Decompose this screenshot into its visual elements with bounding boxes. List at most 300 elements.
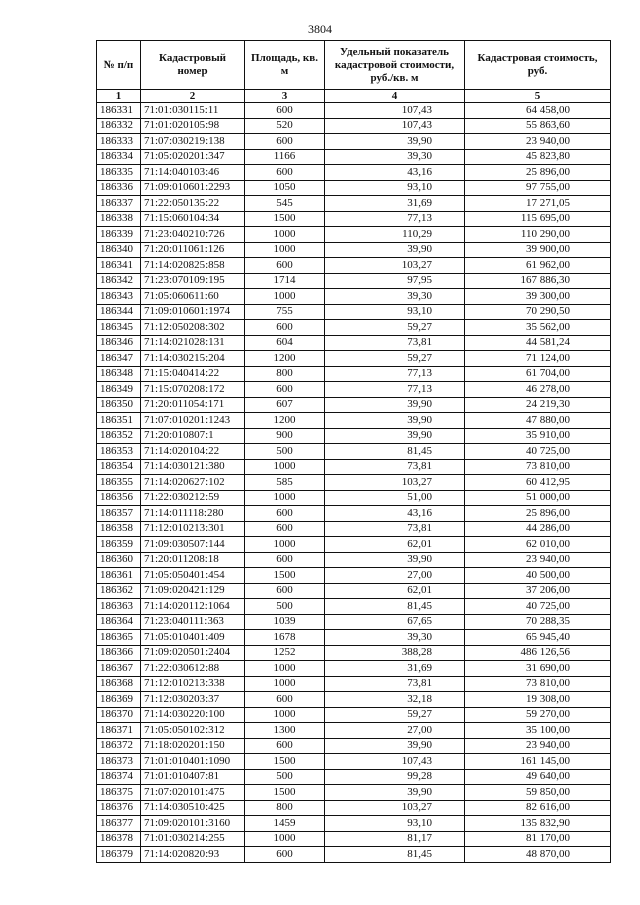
table-row xyxy=(97,258,611,274)
rate-value: 107,43 xyxy=(325,103,465,119)
cadastral-number: 71:22:030212:59 xyxy=(141,490,245,506)
area-value: 607 xyxy=(245,397,325,413)
table-row xyxy=(97,785,611,801)
row-index: 186377 xyxy=(97,816,141,832)
rate-value: 39,30 xyxy=(325,630,465,646)
row-index: 186372 xyxy=(97,738,141,754)
cost-value: 39 300,00 xyxy=(465,289,611,305)
page-number: 3804 xyxy=(308,22,332,36)
table-row xyxy=(97,320,611,336)
area-value: 1500 xyxy=(245,568,325,584)
row-index: 186376 xyxy=(97,800,141,816)
area-value: 1200 xyxy=(245,413,325,429)
row-index: 186336 xyxy=(97,180,141,196)
table-row xyxy=(97,304,611,320)
cadastral-table xyxy=(96,40,611,863)
row-index: 186346 xyxy=(97,335,141,351)
row-index: 186350 xyxy=(97,397,141,413)
rate-value: 43,16 xyxy=(325,165,465,181)
cadastral-number: 71:22:050135:22 xyxy=(141,196,245,212)
cost-value: 31 690,00 xyxy=(465,661,611,677)
rate-value: 81,45 xyxy=(325,599,465,615)
row-index: 186357 xyxy=(97,506,141,522)
area-value: 1500 xyxy=(245,785,325,801)
cadastral-number: 71:01:030214:255 xyxy=(141,831,245,847)
column-number-row xyxy=(97,90,611,103)
cost-value: 40 725,00 xyxy=(465,599,611,615)
rate-value: 77,13 xyxy=(325,366,465,382)
cadastral-number: 71:23:040210:726 xyxy=(141,227,245,243)
rate-value: 31,69 xyxy=(325,196,465,212)
cadastral-number: 71:14:020825:858 xyxy=(141,258,245,274)
table-body xyxy=(97,103,611,863)
rate-value: 39,90 xyxy=(325,397,465,413)
cost-value: 81 170,00 xyxy=(465,831,611,847)
area-value: 1039 xyxy=(245,614,325,630)
rate-value: 77,13 xyxy=(325,211,465,227)
row-index: 186379 xyxy=(97,847,141,863)
area-value: 800 xyxy=(245,366,325,382)
row-index: 186331 xyxy=(97,103,141,119)
cost-value: 64 458,00 xyxy=(465,103,611,119)
table-row xyxy=(97,149,611,165)
cadastral-number: 71:20:011208:18 xyxy=(141,552,245,568)
table-row xyxy=(97,227,611,243)
table-row xyxy=(97,676,611,692)
area-value: 1000 xyxy=(245,227,325,243)
table-row xyxy=(97,475,611,491)
rate-value: 97,95 xyxy=(325,273,465,289)
rate-value: 39,30 xyxy=(325,289,465,305)
cadastral-number: 71:14:020112:1064 xyxy=(141,599,245,615)
area-value: 1200 xyxy=(245,351,325,367)
table-row xyxy=(97,242,611,258)
rate-value: 39,90 xyxy=(325,242,465,258)
rate-value: 43,16 xyxy=(325,506,465,522)
cadastral-number: 71:14:020820:93 xyxy=(141,847,245,863)
rate-value: 59,27 xyxy=(325,351,465,367)
rate-value: 62,01 xyxy=(325,583,465,599)
column-number: 5 xyxy=(465,90,611,103)
cost-value: 73 810,00 xyxy=(465,676,611,692)
rate-value: 93,10 xyxy=(325,180,465,196)
cost-value: 39 900,00 xyxy=(465,242,611,258)
cost-value: 45 823,80 xyxy=(465,149,611,165)
cost-value: 23 940,00 xyxy=(465,134,611,150)
area-value: 1000 xyxy=(245,490,325,506)
cost-value: 35 100,00 xyxy=(465,723,611,739)
cost-value: 82 616,00 xyxy=(465,800,611,816)
cost-value: 23 940,00 xyxy=(465,552,611,568)
table-row xyxy=(97,506,611,522)
table-row xyxy=(97,273,611,289)
table-row xyxy=(97,459,611,475)
area-value: 600 xyxy=(245,258,325,274)
row-index: 186343 xyxy=(97,289,141,305)
table-row xyxy=(97,692,611,708)
cadastral-number: 71:05:050102:312 xyxy=(141,723,245,739)
cost-value: 49 640,00 xyxy=(465,769,611,785)
rate-value: 59,27 xyxy=(325,707,465,723)
row-index: 186368 xyxy=(97,676,141,692)
rate-value: 93,10 xyxy=(325,304,465,320)
area-value: 500 xyxy=(245,444,325,460)
cadastral-number: 71:09:010601:2293 xyxy=(141,180,245,196)
table-row xyxy=(97,335,611,351)
area-value: 600 xyxy=(245,692,325,708)
table-row xyxy=(97,537,611,553)
table-row xyxy=(97,165,611,181)
area-value: 585 xyxy=(245,475,325,491)
cadastral-number: 71:07:030219:138 xyxy=(141,134,245,150)
table-row xyxy=(97,645,611,661)
area-value: 1714 xyxy=(245,273,325,289)
cadastral-number: 71:15:060104:34 xyxy=(141,211,245,227)
cadastral-number: 71:05:050401:454 xyxy=(141,568,245,584)
area-value: 1459 xyxy=(245,816,325,832)
area-value: 600 xyxy=(245,103,325,119)
rate-value: 67,65 xyxy=(325,614,465,630)
row-index: 186352 xyxy=(97,428,141,444)
rate-value: 110,29 xyxy=(325,227,465,243)
cadastral-number: 71:20:010807:1 xyxy=(141,428,245,444)
table-row xyxy=(97,800,611,816)
row-index: 186369 xyxy=(97,692,141,708)
column-number: 1 xyxy=(97,90,141,103)
area-value: 1000 xyxy=(245,537,325,553)
table-row xyxy=(97,490,611,506)
cost-value: 65 945,40 xyxy=(465,630,611,646)
rate-value: 81,45 xyxy=(325,444,465,460)
table-row xyxy=(97,831,611,847)
table-row xyxy=(97,428,611,444)
cost-value: 35 562,00 xyxy=(465,320,611,336)
row-index: 186378 xyxy=(97,831,141,847)
rate-value: 73,81 xyxy=(325,676,465,692)
table-row xyxy=(97,769,611,785)
area-value: 1300 xyxy=(245,723,325,739)
row-index: 186362 xyxy=(97,583,141,599)
cadastral-number: 71:23:070109:195 xyxy=(141,273,245,289)
cost-value: 48 870,00 xyxy=(465,847,611,863)
row-index: 186345 xyxy=(97,320,141,336)
cost-value: 47 880,00 xyxy=(465,413,611,429)
row-index: 186373 xyxy=(97,754,141,770)
cadastral-number: 71:20:011061:126 xyxy=(141,242,245,258)
cost-value: 59 270,00 xyxy=(465,707,611,723)
rate-value: 39,90 xyxy=(325,134,465,150)
table-row xyxy=(97,816,611,832)
cadastral-number: 71:18:020201:150 xyxy=(141,738,245,754)
cost-value: 35 910,00 xyxy=(465,428,611,444)
rate-value: 81,45 xyxy=(325,847,465,863)
area-value: 1050 xyxy=(245,180,325,196)
column-number: 2 xyxy=(141,90,245,103)
table-row xyxy=(97,630,611,646)
row-index: 186367 xyxy=(97,661,141,677)
row-index: 186354 xyxy=(97,459,141,475)
cadastral-number: 71:12:050208:302 xyxy=(141,320,245,336)
area-value: 600 xyxy=(245,738,325,754)
row-index: 186338 xyxy=(97,211,141,227)
area-value: 604 xyxy=(245,335,325,351)
rate-value: 39,90 xyxy=(325,428,465,444)
rate-value: 59,27 xyxy=(325,320,465,336)
row-index: 186334 xyxy=(97,149,141,165)
table-row xyxy=(97,196,611,212)
cadastral-number: 71:14:040103:46 xyxy=(141,165,245,181)
rate-value: 27,00 xyxy=(325,568,465,584)
row-index: 186371 xyxy=(97,723,141,739)
cost-value: 486 126,56 xyxy=(465,645,611,661)
cadastral-number: 71:05:020201:347 xyxy=(141,149,245,165)
row-index: 186344 xyxy=(97,304,141,320)
cadastral-number: 71:14:020104:22 xyxy=(141,444,245,460)
row-index: 186365 xyxy=(97,630,141,646)
area-value: 1678 xyxy=(245,630,325,646)
cost-value: 25 896,00 xyxy=(465,165,611,181)
row-index: 186359 xyxy=(97,537,141,553)
rate-value: 103,27 xyxy=(325,800,465,816)
table-row xyxy=(97,382,611,398)
table-row xyxy=(97,180,611,196)
column-number: 3 xyxy=(245,90,325,103)
rate-value: 39,90 xyxy=(325,738,465,754)
cadastral-number: 71:01:010401:1090 xyxy=(141,754,245,770)
cost-value: 59 850,00 xyxy=(465,785,611,801)
cadastral-number: 71:12:030203:37 xyxy=(141,692,245,708)
cost-value: 161 145,00 xyxy=(465,754,611,770)
row-index: 186355 xyxy=(97,475,141,491)
cost-value: 46 278,00 xyxy=(465,382,611,398)
table-row xyxy=(97,118,611,134)
table-row xyxy=(97,552,611,568)
row-index: 186353 xyxy=(97,444,141,460)
cadastral-number: 71:14:020627:102 xyxy=(141,475,245,491)
area-value: 1252 xyxy=(245,645,325,661)
row-index: 186347 xyxy=(97,351,141,367)
area-value: 600 xyxy=(245,552,325,568)
row-index: 186349 xyxy=(97,382,141,398)
cost-value: 51 000,00 xyxy=(465,490,611,506)
row-index: 186366 xyxy=(97,645,141,661)
cadastral-number: 71:14:030220:100 xyxy=(141,707,245,723)
header-cost: Кадастровая стоимость, руб. xyxy=(465,41,611,90)
table-row xyxy=(97,413,611,429)
area-value: 600 xyxy=(245,506,325,522)
cadastral-number: 71:15:040414:22 xyxy=(141,366,245,382)
cost-value: 17 271,05 xyxy=(465,196,611,212)
rate-value: 99,28 xyxy=(325,769,465,785)
area-value: 1000 xyxy=(245,242,325,258)
area-value: 1000 xyxy=(245,676,325,692)
row-index: 186360 xyxy=(97,552,141,568)
cost-value: 62 010,00 xyxy=(465,537,611,553)
row-index: 186337 xyxy=(97,196,141,212)
cadastral-number: 71:09:030507:144 xyxy=(141,537,245,553)
table-row xyxy=(97,583,611,599)
area-value: 545 xyxy=(245,196,325,212)
table-row xyxy=(97,103,611,119)
cost-value: 60 412,95 xyxy=(465,475,611,491)
row-index: 186335 xyxy=(97,165,141,181)
row-index: 186363 xyxy=(97,599,141,615)
rate-value: 73,81 xyxy=(325,335,465,351)
cadastral-number: 71:22:030612:88 xyxy=(141,661,245,677)
table-row xyxy=(97,599,611,615)
row-index: 186374 xyxy=(97,769,141,785)
table-row xyxy=(97,397,611,413)
header-row xyxy=(97,41,611,90)
cost-value: 37 206,00 xyxy=(465,583,611,599)
cadastral-number: 71:09:020421:129 xyxy=(141,583,245,599)
rate-value: 27,00 xyxy=(325,723,465,739)
area-value: 600 xyxy=(245,165,325,181)
cadastral-number: 71:14:011118:280 xyxy=(141,506,245,522)
area-value: 1000 xyxy=(245,707,325,723)
rate-value: 107,43 xyxy=(325,118,465,134)
table-row xyxy=(97,614,611,630)
cost-value: 70 288,35 xyxy=(465,614,611,630)
cadastral-number: 71:14:021028:131 xyxy=(141,335,245,351)
row-index: 186341 xyxy=(97,258,141,274)
cadastral-number: 71:12:010213:338 xyxy=(141,676,245,692)
cadastral-number: 71:14:030215:204 xyxy=(141,351,245,367)
table-row xyxy=(97,847,611,863)
row-index: 186332 xyxy=(97,118,141,134)
rate-value: 77,13 xyxy=(325,382,465,398)
cost-value: 167 886,30 xyxy=(465,273,611,289)
rate-value: 39,90 xyxy=(325,552,465,568)
rate-value: 32,18 xyxy=(325,692,465,708)
area-value: 900 xyxy=(245,428,325,444)
cadastral-number: 71:15:070208:172 xyxy=(141,382,245,398)
rate-value: 103,27 xyxy=(325,475,465,491)
rate-value: 39,30 xyxy=(325,149,465,165)
row-index: 186370 xyxy=(97,707,141,723)
cadastral-number: 71:14:030510:425 xyxy=(141,800,245,816)
cost-value: 19 308,00 xyxy=(465,692,611,708)
cost-value: 55 863,60 xyxy=(465,118,611,134)
cost-value: 44 581,24 xyxy=(465,335,611,351)
rate-value: 73,81 xyxy=(325,459,465,475)
cadastral-number: 71:12:010213:301 xyxy=(141,521,245,537)
cost-value: 115 695,00 xyxy=(465,211,611,227)
cost-value: 135 832,90 xyxy=(465,816,611,832)
row-index: 186356 xyxy=(97,490,141,506)
column-number: 4 xyxy=(325,90,465,103)
cadastral-number: 71:23:040111:363 xyxy=(141,614,245,630)
area-value: 500 xyxy=(245,769,325,785)
rate-value: 93,10 xyxy=(325,816,465,832)
row-index: 186361 xyxy=(97,568,141,584)
area-value: 1000 xyxy=(245,831,325,847)
area-value: 600 xyxy=(245,134,325,150)
table-row xyxy=(97,754,611,770)
table-row xyxy=(97,366,611,382)
row-index: 186375 xyxy=(97,785,141,801)
table-row xyxy=(97,351,611,367)
row-index: 186333 xyxy=(97,134,141,150)
cadastral-number: 71:09:020101:3160 xyxy=(141,816,245,832)
area-value: 600 xyxy=(245,521,325,537)
cadastral-number: 71:01:020105:98 xyxy=(141,118,245,134)
area-value: 600 xyxy=(245,320,325,336)
row-index: 186358 xyxy=(97,521,141,537)
table-row xyxy=(97,289,611,305)
table-row xyxy=(97,521,611,537)
header-area: Площадь, кв. м xyxy=(245,41,325,90)
table-row xyxy=(97,211,611,227)
cost-value: 73 810,00 xyxy=(465,459,611,475)
table-row xyxy=(97,134,611,150)
cadastral-number: 71:01:030115:11 xyxy=(141,103,245,119)
row-index: 186351 xyxy=(97,413,141,429)
rate-value: 103,27 xyxy=(325,258,465,274)
header-rate: Удельный показатель кадастровой стоимости, руб./кв. м xyxy=(325,41,465,90)
cadastral-number: 71:07:010201:1243 xyxy=(141,413,245,429)
cadastral-number: 71:05:060611:60 xyxy=(141,289,245,305)
cost-value: 23 940,00 xyxy=(465,738,611,754)
cost-value: 110 290,00 xyxy=(465,227,611,243)
cost-value: 97 755,00 xyxy=(465,180,611,196)
row-index: 186364 xyxy=(97,614,141,630)
area-value: 800 xyxy=(245,800,325,816)
cadastral-number: 71:14:030121:380 xyxy=(141,459,245,475)
table-row xyxy=(97,707,611,723)
area-value: 1000 xyxy=(245,661,325,677)
area-value: 500 xyxy=(245,599,325,615)
cost-value: 24 219,30 xyxy=(465,397,611,413)
cadastral-number: 71:05:010401:409 xyxy=(141,630,245,646)
cost-value: 71 124,00 xyxy=(465,351,611,367)
cost-value: 61 704,00 xyxy=(465,366,611,382)
area-value: 600 xyxy=(245,583,325,599)
header-cadastral-number: Кадастровый номер xyxy=(141,41,245,90)
area-value: 755 xyxy=(245,304,325,320)
rate-value: 107,43 xyxy=(325,754,465,770)
row-index: 186348 xyxy=(97,366,141,382)
rate-value: 39,90 xyxy=(325,413,465,429)
rate-value: 39,90 xyxy=(325,785,465,801)
header-index: № п/п xyxy=(97,41,141,90)
rate-value: 51,00 xyxy=(325,490,465,506)
table-row xyxy=(97,738,611,754)
table-row xyxy=(97,723,611,739)
rate-value: 62,01 xyxy=(325,537,465,553)
row-index: 186339 xyxy=(97,227,141,243)
cost-value: 40 500,00 xyxy=(465,568,611,584)
rate-value: 31,69 xyxy=(325,661,465,677)
table-row xyxy=(97,661,611,677)
cadastral-number: 71:20:011054:171 xyxy=(141,397,245,413)
area-value: 1000 xyxy=(245,289,325,305)
cost-value: 25 896,00 xyxy=(465,506,611,522)
cost-value: 70 290,50 xyxy=(465,304,611,320)
area-value: 600 xyxy=(245,382,325,398)
area-value: 1500 xyxy=(245,754,325,770)
row-index: 186340 xyxy=(97,242,141,258)
rate-value: 81,17 xyxy=(325,831,465,847)
cadastral-number: 71:01:010407:81 xyxy=(141,769,245,785)
cadastral-number: 71:07:020101:475 xyxy=(141,785,245,801)
rate-value: 388,28 xyxy=(325,645,465,661)
area-value: 520 xyxy=(245,118,325,134)
cadastral-number: 71:09:020501:2404 xyxy=(141,645,245,661)
area-value: 1166 xyxy=(245,149,325,165)
table-row xyxy=(97,444,611,460)
cost-value: 44 286,00 xyxy=(465,521,611,537)
